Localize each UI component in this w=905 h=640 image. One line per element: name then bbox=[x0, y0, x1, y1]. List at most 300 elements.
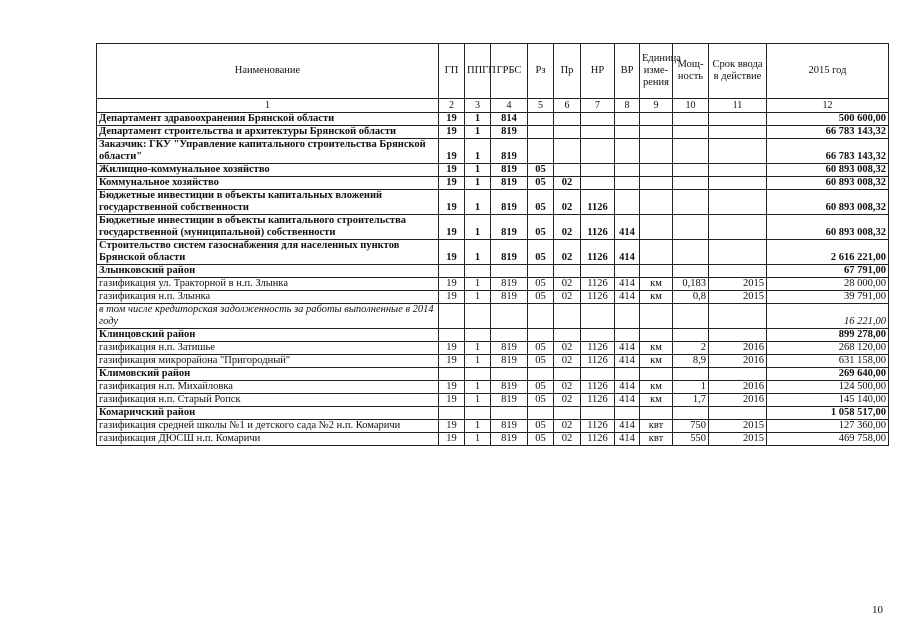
cell-ppg bbox=[465, 304, 491, 329]
cell-gp: 19 bbox=[439, 342, 465, 355]
cell-grbs: 819 bbox=[491, 394, 528, 407]
cell-ppg: 1 bbox=[465, 433, 491, 446]
cell-unit bbox=[640, 126, 673, 139]
cell-commission: 2015 bbox=[709, 433, 767, 446]
cell-commission bbox=[709, 240, 767, 265]
cell-capacity bbox=[673, 177, 709, 190]
cell-name: в том числе кредиторская задолженность за работы выполненные в 2014 году bbox=[97, 304, 439, 329]
cell-unit bbox=[640, 368, 673, 381]
header-commission: Срок ввода в действие bbox=[709, 44, 767, 99]
cell-ppg bbox=[465, 329, 491, 342]
cell-rz: 05 bbox=[528, 215, 554, 240]
table-row bbox=[97, 329, 889, 342]
cell-gp bbox=[439, 329, 465, 342]
table-row bbox=[97, 139, 889, 164]
cell-grbs: 819 bbox=[491, 240, 528, 265]
cell-name: газификация н.п. Затишье bbox=[97, 342, 439, 355]
cell-nr bbox=[581, 113, 615, 126]
table-row bbox=[97, 164, 889, 177]
cell-capacity bbox=[673, 240, 709, 265]
cell-commission: 2015 bbox=[709, 291, 767, 304]
cell-commission: 2016 bbox=[709, 381, 767, 394]
cell-ppg: 1 bbox=[465, 342, 491, 355]
cell-amount: 60 893 008,32 bbox=[767, 190, 889, 215]
cell-capacity bbox=[673, 265, 709, 278]
cell-name: газификация микрорайона "Пригородный" bbox=[97, 355, 439, 368]
cell-name: Бюджетные инвестиции в объекты капитального строительства государственной (муниципальной) собственности bbox=[97, 215, 439, 240]
table-row bbox=[97, 113, 889, 126]
cell-unit bbox=[640, 329, 673, 342]
cell-ppg: 1 bbox=[465, 394, 491, 407]
cell-amount: 66 783 143,32 bbox=[767, 139, 889, 164]
cell-grbs bbox=[491, 407, 528, 420]
cell-gp: 19 bbox=[439, 433, 465, 446]
cell-vr bbox=[615, 177, 640, 190]
cell-commission: 2015 bbox=[709, 278, 767, 291]
cell-gp bbox=[439, 407, 465, 420]
cell-unit bbox=[640, 190, 673, 215]
cell-commission: 2016 bbox=[709, 394, 767, 407]
cell-commission: 2016 bbox=[709, 355, 767, 368]
column-number: 12 bbox=[767, 99, 889, 113]
cell-commission bbox=[709, 164, 767, 177]
cell-ppg: 1 bbox=[465, 291, 491, 304]
cell-nr bbox=[581, 407, 615, 420]
cell-amount: 60 893 008,32 bbox=[767, 215, 889, 240]
table-row bbox=[97, 394, 889, 407]
cell-amount: 2 616 221,00 bbox=[767, 240, 889, 265]
cell-unit: квт bbox=[640, 433, 673, 446]
cell-name: Злынковский район bbox=[97, 265, 439, 278]
column-number: 4 bbox=[491, 99, 528, 113]
header-pr: Пр bbox=[554, 44, 581, 99]
cell-ppg: 1 bbox=[465, 164, 491, 177]
column-number: 7 bbox=[581, 99, 615, 113]
cell-gp: 19 bbox=[439, 240, 465, 265]
cell-gp bbox=[439, 265, 465, 278]
column-number: 2 bbox=[439, 99, 465, 113]
cell-vr: 414 bbox=[615, 240, 640, 265]
cell-nr: 1126 bbox=[581, 291, 615, 304]
header-grbs: ГРБС bbox=[491, 44, 528, 99]
cell-rz: 05 bbox=[528, 342, 554, 355]
cell-name: Департамент строительства и архитектуры Брянской области bbox=[97, 126, 439, 139]
cell-unit: км bbox=[640, 394, 673, 407]
cell-rz bbox=[528, 368, 554, 381]
header-vr: ВР bbox=[615, 44, 640, 99]
cell-grbs: 819 bbox=[491, 433, 528, 446]
cell-unit: км bbox=[640, 381, 673, 394]
cell-unit bbox=[640, 304, 673, 329]
cell-rz: 05 bbox=[528, 291, 554, 304]
cell-commission bbox=[709, 215, 767, 240]
cell-commission bbox=[709, 329, 767, 342]
cell-grbs: 819 bbox=[491, 355, 528, 368]
cell-nr bbox=[581, 329, 615, 342]
cell-rz: 05 bbox=[528, 420, 554, 433]
budget-table bbox=[96, 43, 889, 446]
cell-capacity bbox=[673, 126, 709, 139]
table-row bbox=[97, 265, 889, 278]
cell-name: Комаричский район bbox=[97, 407, 439, 420]
cell-ppg bbox=[465, 407, 491, 420]
cell-vr bbox=[615, 368, 640, 381]
table-row bbox=[97, 381, 889, 394]
cell-ppg: 1 bbox=[465, 240, 491, 265]
cell-gp: 19 bbox=[439, 126, 465, 139]
header-nr: НР bbox=[581, 44, 615, 99]
cell-amount: 469 758,00 bbox=[767, 433, 889, 446]
cell-gp: 19 bbox=[439, 215, 465, 240]
cell-rz bbox=[528, 304, 554, 329]
cell-vr: 414 bbox=[615, 433, 640, 446]
cell-grbs: 819 bbox=[491, 215, 528, 240]
cell-rz: 05 bbox=[528, 164, 554, 177]
cell-capacity bbox=[673, 304, 709, 329]
table-row bbox=[97, 433, 889, 446]
cell-grbs: 819 bbox=[491, 177, 528, 190]
cell-pr bbox=[554, 265, 581, 278]
cell-name: газификация ДЮСШ н.п. Комаричи bbox=[97, 433, 439, 446]
cell-rz: 05 bbox=[528, 278, 554, 291]
cell-unit bbox=[640, 139, 673, 164]
cell-amount: 899 278,00 bbox=[767, 329, 889, 342]
cell-pr: 02 bbox=[554, 291, 581, 304]
cell-gp: 19 bbox=[439, 113, 465, 126]
cell-commission bbox=[709, 407, 767, 420]
cell-commission: 2015 bbox=[709, 420, 767, 433]
cell-pr bbox=[554, 407, 581, 420]
cell-nr bbox=[581, 304, 615, 329]
cell-pr: 02 bbox=[554, 240, 581, 265]
cell-pr bbox=[554, 304, 581, 329]
cell-ppg: 1 bbox=[465, 177, 491, 190]
cell-vr bbox=[615, 164, 640, 177]
cell-rz bbox=[528, 113, 554, 126]
cell-amount: 1 058 517,00 bbox=[767, 407, 889, 420]
cell-ppg: 1 bbox=[465, 355, 491, 368]
cell-gp: 19 bbox=[439, 394, 465, 407]
cell-commission bbox=[709, 190, 767, 215]
cell-amount: 16 221,00 bbox=[767, 304, 889, 329]
cell-name: Строительство систем газоснабжения для населенных пунктов Брянской области bbox=[97, 240, 439, 265]
column-number: 11 bbox=[709, 99, 767, 113]
cell-gp: 19 bbox=[439, 381, 465, 394]
cell-unit: км bbox=[640, 342, 673, 355]
cell-commission bbox=[709, 177, 767, 190]
cell-amount: 67 791,00 bbox=[767, 265, 889, 278]
column-number: 10 bbox=[673, 99, 709, 113]
cell-pr: 02 bbox=[554, 433, 581, 446]
column-number: 8 bbox=[615, 99, 640, 113]
cell-nr: 1126 bbox=[581, 278, 615, 291]
cell-nr bbox=[581, 177, 615, 190]
cell-amount: 127 360,00 bbox=[767, 420, 889, 433]
column-number: 6 bbox=[554, 99, 581, 113]
cell-pr: 02 bbox=[554, 381, 581, 394]
table-row bbox=[97, 215, 889, 240]
header-row bbox=[97, 44, 889, 99]
cell-gp: 19 bbox=[439, 139, 465, 164]
cell-pr: 02 bbox=[554, 355, 581, 368]
cell-pr bbox=[554, 164, 581, 177]
cell-gp bbox=[439, 304, 465, 329]
cell-nr bbox=[581, 368, 615, 381]
cell-vr: 414 bbox=[615, 278, 640, 291]
cell-commission bbox=[709, 368, 767, 381]
cell-capacity: 8,9 bbox=[673, 355, 709, 368]
cell-name: Климовский район bbox=[97, 368, 439, 381]
table-body bbox=[97, 113, 889, 446]
cell-commission bbox=[709, 126, 767, 139]
cell-ppg: 1 bbox=[465, 190, 491, 215]
cell-capacity: 1 bbox=[673, 381, 709, 394]
cell-vr bbox=[615, 407, 640, 420]
cell-vr: 414 bbox=[615, 381, 640, 394]
cell-ppg: 1 bbox=[465, 381, 491, 394]
cell-amount: 269 640,00 bbox=[767, 368, 889, 381]
cell-name: Департамент здравоохранения Брянской области bbox=[97, 113, 439, 126]
cell-rz: 05 bbox=[528, 381, 554, 394]
cell-unit bbox=[640, 240, 673, 265]
cell-grbs: 819 bbox=[491, 126, 528, 139]
cell-vr bbox=[615, 265, 640, 278]
cell-amount: 145 140,00 bbox=[767, 394, 889, 407]
cell-capacity: 2 bbox=[673, 342, 709, 355]
cell-ppg: 1 bbox=[465, 139, 491, 164]
cell-commission: 2016 bbox=[709, 342, 767, 355]
header-gp: ГП bbox=[439, 44, 465, 99]
cell-unit bbox=[640, 164, 673, 177]
cell-nr: 1126 bbox=[581, 420, 615, 433]
header-unit: Единица изме-рения bbox=[640, 44, 673, 99]
cell-nr bbox=[581, 265, 615, 278]
cell-vr: 414 bbox=[615, 420, 640, 433]
cell-name: газификация н.п. Старый Ропск bbox=[97, 394, 439, 407]
cell-amount: 60 893 008,32 bbox=[767, 164, 889, 177]
cell-unit bbox=[640, 265, 673, 278]
cell-pr bbox=[554, 368, 581, 381]
cell-pr: 02 bbox=[554, 278, 581, 291]
cell-amount: 28 000,00 bbox=[767, 278, 889, 291]
column-number: 3 bbox=[465, 99, 491, 113]
cell-pr: 02 bbox=[554, 215, 581, 240]
table-row bbox=[97, 420, 889, 433]
cell-capacity: 0,8 bbox=[673, 291, 709, 304]
cell-grbs bbox=[491, 368, 528, 381]
cell-capacity: 550 bbox=[673, 433, 709, 446]
cell-capacity bbox=[673, 139, 709, 164]
cell-capacity bbox=[673, 215, 709, 240]
cell-name: Коммунальное хозяйство bbox=[97, 177, 439, 190]
cell-amount: 500 600,00 bbox=[767, 113, 889, 126]
cell-gp: 19 bbox=[439, 355, 465, 368]
cell-rz bbox=[528, 265, 554, 278]
cell-ppg: 1 bbox=[465, 215, 491, 240]
cell-nr: 1126 bbox=[581, 342, 615, 355]
cell-nr: 1126 bbox=[581, 240, 615, 265]
cell-nr: 1126 bbox=[581, 355, 615, 368]
cell-vr: 414 bbox=[615, 215, 640, 240]
cell-unit: квт bbox=[640, 420, 673, 433]
cell-pr: 02 bbox=[554, 177, 581, 190]
column-number: 9 bbox=[640, 99, 673, 113]
cell-unit bbox=[640, 407, 673, 420]
table-row bbox=[97, 368, 889, 381]
cell-vr bbox=[615, 113, 640, 126]
cell-vr bbox=[615, 139, 640, 164]
cell-commission bbox=[709, 265, 767, 278]
cell-ppg bbox=[465, 368, 491, 381]
cell-gp: 19 bbox=[439, 291, 465, 304]
cell-rz: 05 bbox=[528, 355, 554, 368]
cell-pr bbox=[554, 113, 581, 126]
cell-ppg bbox=[465, 265, 491, 278]
cell-name: газификация средней школы №1 и детского сада №2 н.п. Комаричи bbox=[97, 420, 439, 433]
cell-vr: 414 bbox=[615, 394, 640, 407]
cell-grbs bbox=[491, 265, 528, 278]
table-row bbox=[97, 190, 889, 215]
cell-rz: 05 bbox=[528, 433, 554, 446]
cell-pr: 02 bbox=[554, 190, 581, 215]
cell-vr bbox=[615, 190, 640, 215]
cell-gp: 19 bbox=[439, 278, 465, 291]
cell-unit bbox=[640, 177, 673, 190]
cell-rz bbox=[528, 139, 554, 164]
table-row bbox=[97, 407, 889, 420]
cell-nr bbox=[581, 164, 615, 177]
table-row bbox=[97, 342, 889, 355]
cell-nr: 1126 bbox=[581, 381, 615, 394]
cell-amount: 39 791,00 bbox=[767, 291, 889, 304]
cell-grbs: 819 bbox=[491, 139, 528, 164]
cell-vr bbox=[615, 126, 640, 139]
cell-amount: 268 120,00 bbox=[767, 342, 889, 355]
cell-unit: км bbox=[640, 355, 673, 368]
cell-nr bbox=[581, 139, 615, 164]
cell-pr bbox=[554, 139, 581, 164]
cell-gp: 19 bbox=[439, 190, 465, 215]
cell-vr bbox=[615, 329, 640, 342]
cell-rz bbox=[528, 126, 554, 139]
cell-capacity bbox=[673, 113, 709, 126]
cell-grbs bbox=[491, 304, 528, 329]
cell-grbs: 819 bbox=[491, 420, 528, 433]
cell-ppg: 1 bbox=[465, 278, 491, 291]
cell-rz bbox=[528, 329, 554, 342]
cell-pr: 02 bbox=[554, 342, 581, 355]
cell-ppg: 1 bbox=[465, 113, 491, 126]
cell-gp: 19 bbox=[439, 177, 465, 190]
table-row bbox=[97, 240, 889, 265]
cell-name: Жилищно-коммунальное хозяйство bbox=[97, 164, 439, 177]
cell-amount: 124 500,00 bbox=[767, 381, 889, 394]
cell-rz: 05 bbox=[528, 240, 554, 265]
cell-gp: 19 bbox=[439, 164, 465, 177]
cell-gp: 19 bbox=[439, 420, 465, 433]
cell-grbs: 819 bbox=[491, 291, 528, 304]
header-ppg: ППГП bbox=[465, 44, 491, 99]
cell-capacity bbox=[673, 190, 709, 215]
cell-rz: 05 bbox=[528, 177, 554, 190]
table-row bbox=[97, 126, 889, 139]
cell-capacity bbox=[673, 368, 709, 381]
cell-grbs: 819 bbox=[491, 278, 528, 291]
cell-capacity bbox=[673, 164, 709, 177]
header-rz: Рз bbox=[528, 44, 554, 99]
cell-unit bbox=[640, 113, 673, 126]
column-number-row bbox=[97, 99, 889, 113]
cell-grbs: 819 bbox=[491, 342, 528, 355]
cell-unit bbox=[640, 215, 673, 240]
cell-grbs: 819 bbox=[491, 381, 528, 394]
cell-rz: 05 bbox=[528, 394, 554, 407]
cell-ppg: 1 bbox=[465, 126, 491, 139]
cell-capacity: 750 bbox=[673, 420, 709, 433]
cell-pr bbox=[554, 126, 581, 139]
table-row bbox=[97, 355, 889, 368]
cell-gp bbox=[439, 368, 465, 381]
cell-nr: 1126 bbox=[581, 433, 615, 446]
cell-commission bbox=[709, 113, 767, 126]
cell-commission bbox=[709, 139, 767, 164]
table-row bbox=[97, 278, 889, 291]
cell-pr bbox=[554, 329, 581, 342]
cell-name: Бюджетные инвестиции в объекты капитальных вложений государственной собственности bbox=[97, 190, 439, 215]
header-capacity: Мощ-ность bbox=[673, 44, 709, 99]
cell-rz bbox=[528, 407, 554, 420]
cell-name: газификация ул. Тракторной в н.п. Злынка bbox=[97, 278, 439, 291]
cell-grbs: 819 bbox=[491, 164, 528, 177]
cell-name: Заказчик: ГКУ "Управление капитального строительства Брянской области" bbox=[97, 139, 439, 164]
cell-amount: 60 893 008,32 bbox=[767, 177, 889, 190]
header-year: 2015 год bbox=[767, 44, 889, 99]
table-row bbox=[97, 291, 889, 304]
cell-capacity: 1,7 bbox=[673, 394, 709, 407]
cell-commission bbox=[709, 304, 767, 329]
column-number: 1 bbox=[97, 99, 439, 113]
cell-grbs: 814 bbox=[491, 113, 528, 126]
cell-name: газификация н.п. Михайловка bbox=[97, 381, 439, 394]
cell-unit: км bbox=[640, 278, 673, 291]
cell-vr: 414 bbox=[615, 291, 640, 304]
cell-capacity: 0,183 bbox=[673, 278, 709, 291]
cell-grbs: 819 bbox=[491, 190, 528, 215]
cell-name: газификация н.п. Злынка bbox=[97, 291, 439, 304]
cell-capacity bbox=[673, 329, 709, 342]
cell-nr: 1126 bbox=[581, 190, 615, 215]
cell-ppg: 1 bbox=[465, 420, 491, 433]
cell-nr bbox=[581, 126, 615, 139]
cell-name: Клинцовский район bbox=[97, 329, 439, 342]
header-name: Наименование bbox=[97, 44, 439, 99]
cell-grbs bbox=[491, 329, 528, 342]
cell-rz: 05 bbox=[528, 190, 554, 215]
cell-vr bbox=[615, 304, 640, 329]
cell-pr: 02 bbox=[554, 420, 581, 433]
table-row bbox=[97, 304, 889, 329]
cell-amount: 631 158,00 bbox=[767, 355, 889, 368]
table-row bbox=[97, 177, 889, 190]
cell-vr: 414 bbox=[615, 342, 640, 355]
cell-vr: 414 bbox=[615, 355, 640, 368]
cell-nr: 1126 bbox=[581, 215, 615, 240]
page-number: 10 bbox=[872, 604, 883, 616]
cell-amount: 66 783 143,32 bbox=[767, 126, 889, 139]
cell-pr: 02 bbox=[554, 394, 581, 407]
cell-unit: км bbox=[640, 291, 673, 304]
cell-nr: 1126 bbox=[581, 394, 615, 407]
